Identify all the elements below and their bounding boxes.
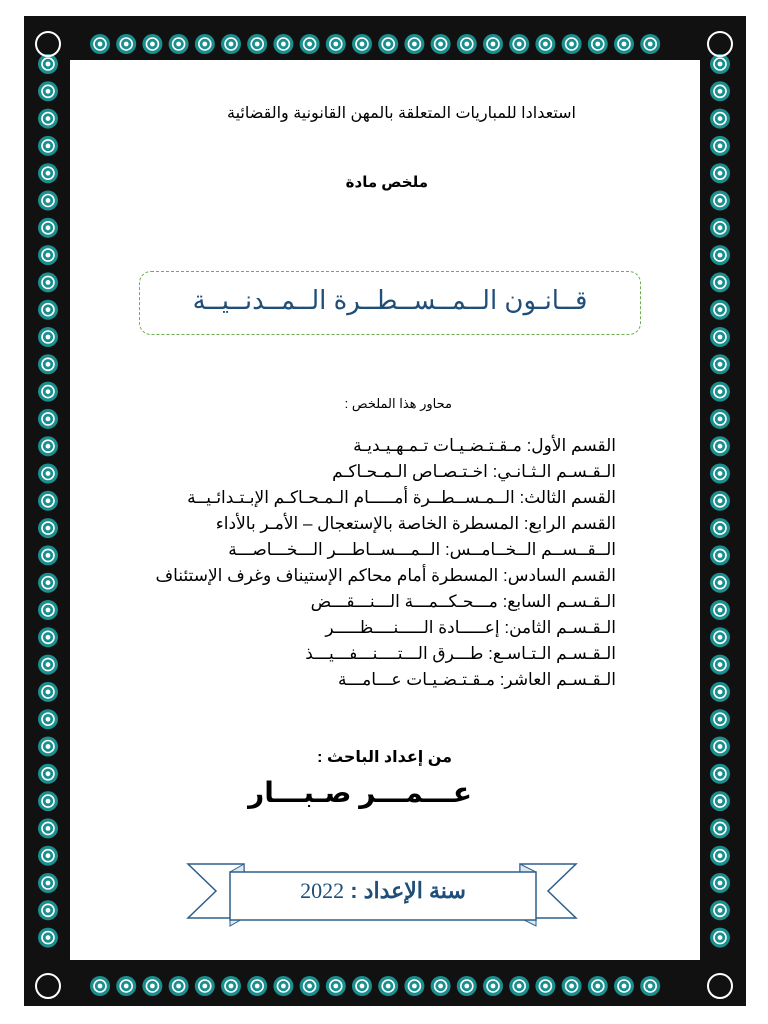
author-name: عـــمـــر صـبـــار — [248, 777, 472, 808]
year-keyword: سنة الإعداد : — [350, 878, 466, 903]
year-value: 2022 — [300, 878, 345, 903]
page-title: قــانـون الــمــســطــرة الــمــدنــيــة — [192, 285, 588, 315]
axes-label: محاور هذا الملخص : — [344, 396, 452, 411]
prepared-by-label: من إعداد الباحث : — [317, 749, 452, 766]
section-item: القسم الرابع: المسطرة الخاصة بالإستعجال – الأمـر بالأداء — [215, 514, 616, 533]
section-item: الــقــســم الــخــامــس: الــمـــســاطـــر الـــخـــاصـــة — [228, 540, 616, 559]
summary-label: ملخص مادة — [345, 174, 428, 191]
section-item: الـقـسـم الـتـاسـع: طـــرق الـــتــــنـــفـــيـــذ — [305, 644, 616, 663]
section-item: القسم الثالث: الــمـســطــرة أمـــــام الـمـحـاكـم الإبـتـدائـيــة — [187, 488, 616, 507]
subtitle: استعدادا للمباريات المتعلقة بالمهن القانونية والقضائية — [227, 105, 576, 122]
section-item: الـقـسـم السابع: مـــحـكــمـــة الـــنـــقـــض — [310, 592, 616, 611]
year-label — [230, 878, 536, 904]
section-item: القسم الأول: مـقـتـضـيـات تـمـهـيـديـة — [353, 436, 616, 455]
section-item: الـقـسـم الـثـانـي: اخـتـصـاص الـمـحـاكـم — [332, 462, 616, 481]
section-item: الـقـسـم الثامن: إعـــــادة الـــــنــــظـــــر — [325, 618, 616, 637]
section-item: الـقـسـم العاشر: مـقـتـضـيـات عـــامـــة — [338, 670, 616, 689]
section-item: القسم السادس: المسطرة أمام محاكم الإستيناف وغرف الإستئناف — [155, 566, 616, 585]
